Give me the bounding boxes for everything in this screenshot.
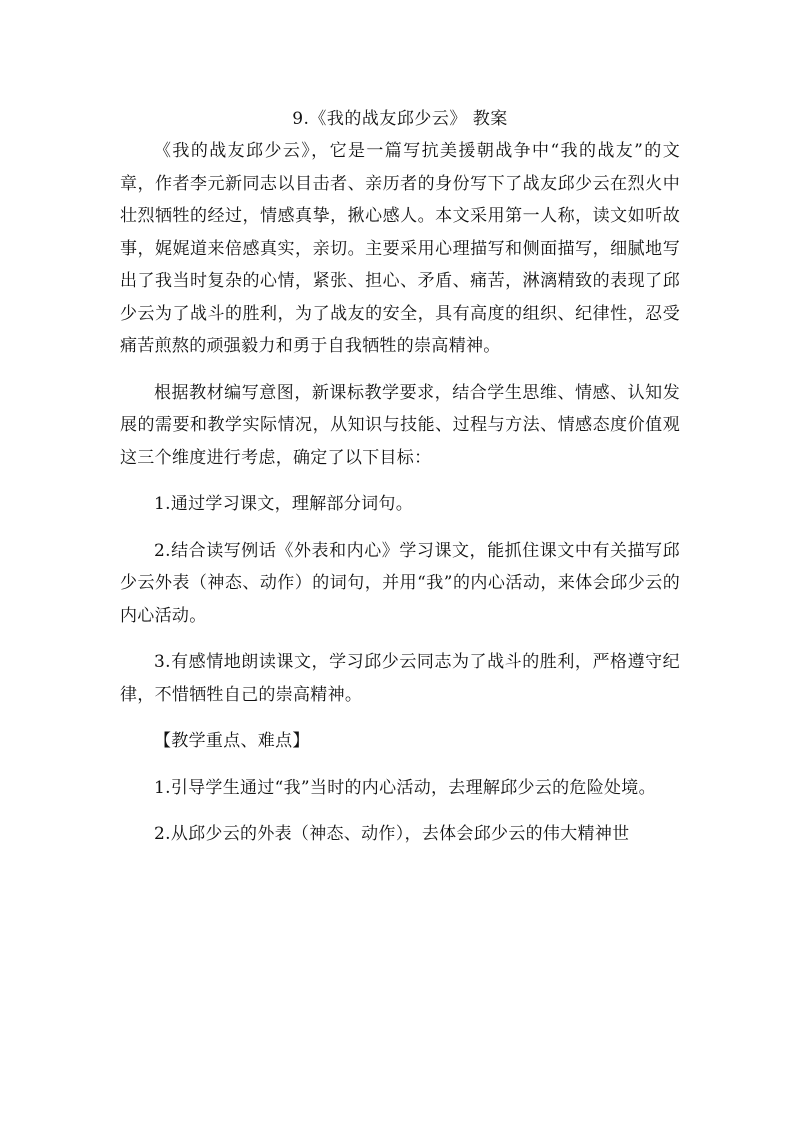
document-body — [120, 103, 680, 851]
goal-item-3: 3.有感情地朗读课文，学习邱少云同志为了战斗的胜利，严格遵守纪律，不惜牺牲自己的崇高精神。 — [120, 652, 680, 705]
key-point-item-1: 1.引导学生通过“我”当时的内心活动，去理解邱少云的危险处境。 — [154, 777, 656, 798]
paragraph-gap — [120, 758, 680, 772]
paragraph-gap — [120, 474, 680, 488]
objectives-intro-paragraph: 根据教材编写意图，新课标教学要求，结合学生思维、情感、认知发展的需要和教学实际情况，从知识与技能、过程与方法、情感态度价值观这三个维度进行考虑，确定了以下目标： — [120, 382, 680, 468]
paragraph-gap — [120, 804, 680, 818]
key-point-item-2: 2.从邱少云的外表（神态、动作），去体会邱少云的伟大精神世 — [154, 824, 630, 844]
paragraph-gap — [120, 521, 680, 535]
intro-paragraph: 《我的战友邱少云》，它是一篇写抗美援朝战争中“我的战友”的文章，作者李元新同志以目击者、亲历者的身份写下了战友邱少云在烈火中壮烈牺牲的经过，情感真挚，揪心感人。本文采用第一人称，读文如听故事，娓娓道来倍感真实，亲切。主要采用心理描写和侧面描写，细腻地写出了我当时复杂的心情，紧张、担心、矛盾、痛苦，淋漓精致的表现了邱少云为了战斗的胜利，为了战友的安全，具有高度的组织、纪律性，忍受痛苦煎熬的顽强毅力和勇于自我牺牲的崇高精神。 — [120, 141, 680, 356]
paragraph-gap — [120, 363, 680, 377]
paragraph-gap — [120, 711, 680, 725]
goal-item-2: 2.结合读写例话《外表和内心》学习课文，能抓住课文中有关描写邱少云外表（神态、动作）的词句，并用“我”的内心活动，来体会邱少云的内心活动。 — [120, 540, 680, 626]
key-points-heading: 【教学重点、难点】 — [154, 731, 310, 751]
goal-item-1: 1.通过学习课文，理解部分词句。 — [154, 494, 414, 514]
document-title: 9.《我的战友邱少云》 教案 — [292, 109, 508, 129]
paragraph-gap — [120, 632, 680, 646]
